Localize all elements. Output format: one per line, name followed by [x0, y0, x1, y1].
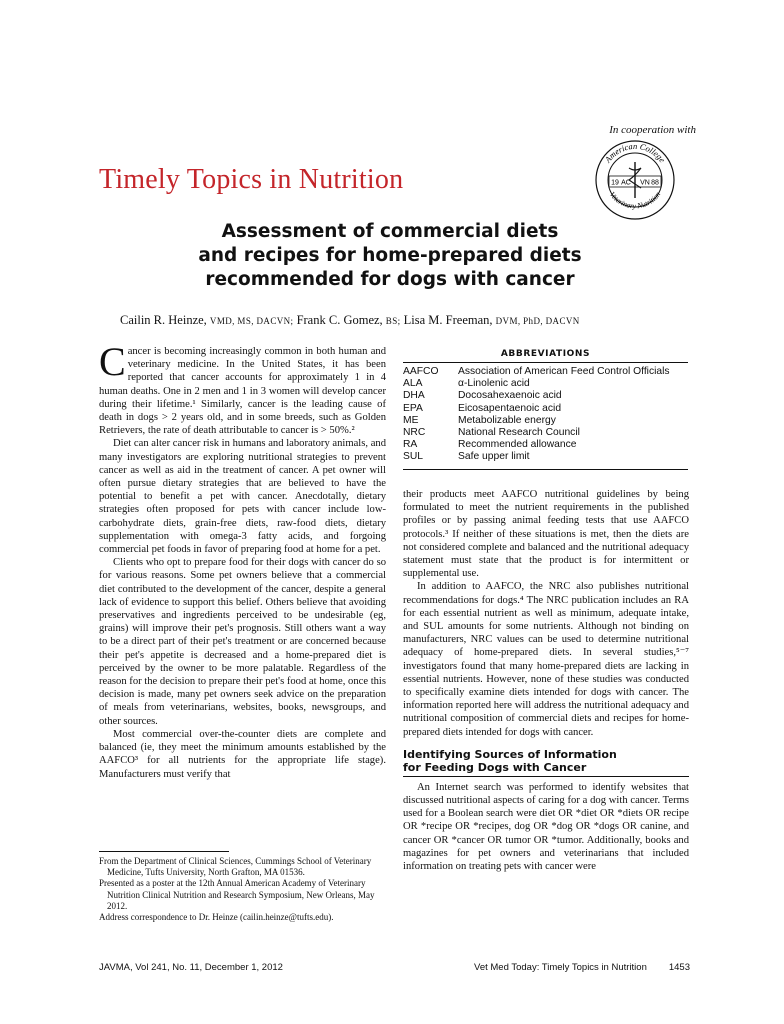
- abbreviation-row: [403, 390, 688, 402]
- svg-text:American College: American College: [602, 141, 668, 165]
- abbreviation-row: [403, 403, 688, 415]
- author-name: Frank C. Gomez,: [296, 313, 383, 327]
- author-name: Lisa M. Freeman,: [403, 313, 493, 327]
- abbreviation-definition: Recommended allowance: [458, 439, 577, 451]
- title-line: and recipes for home-prepared diets: [198, 245, 582, 266]
- footnote: Address correspondence to Dr. Heinze (cailin.heinze@tufts.edu).: [99, 912, 334, 923]
- svg-text:AC: AC: [621, 179, 631, 187]
- section-heading: [403, 748, 689, 777]
- author-credentials: BS;: [385, 316, 401, 326]
- abbreviation-term: DHA: [403, 390, 425, 402]
- abbreviation-term: SUL: [403, 451, 424, 463]
- title-line: Assessment of commercial diets: [221, 221, 559, 242]
- author-name: Cailin R. Heinze,: [120, 313, 207, 327]
- abbreviations-bottom-rule: [403, 464, 688, 470]
- acvn-seal-logo: [593, 138, 677, 222]
- author-credentials: VMD, MS, DACVN;: [209, 316, 294, 326]
- abbreviation-definition: Metabolizable energy: [458, 414, 556, 426]
- abbreviation-row: [403, 439, 688, 451]
- drop-cap: C: [99, 339, 126, 384]
- intro-paragraph: [99, 339, 386, 437]
- footnote: Presented as a poster at the 12th Annual American Academy of Veterinary Nutrition Clinical Nutrition and Research Symposium, New Orleans, May 2012.: [99, 878, 375, 911]
- section-title: Timely Topics in Nutrition: [99, 164, 404, 195]
- abbreviation-row: [403, 415, 688, 427]
- abbreviation-row: [403, 378, 688, 390]
- svg-text:Veterinary Nutrition: Veterinary Nutrition: [607, 190, 663, 211]
- abbreviation-term: AAFCO: [403, 366, 439, 377]
- body-paragraph: their products meet AAFCO nutritional guidelines by being formulated to meet the nutrient requirements in the published profiles or by passing animal feeding tests that use AAFCO protocols.³ If neither of these situations is met, then the diets are not considered complete and balanced and the nutritional adequacy statement must state that the product is for intermittent or supplemental use.: [403, 489, 689, 580]
- footnotes: [99, 856, 389, 923]
- page-number: 1453: [668, 962, 690, 973]
- abbreviation-row: [403, 451, 688, 463]
- body-paragraph: In addition to AAFCO, the NRC also publishes nutritional recommendations for dogs.⁴ The NRC publication includes an RA for each essential nutrient as well as minimum, adequate intake, and SUL amounts for some nutrients. Although not binding on manufacturers, NRC values can be used to determine nutritional adequacy of home-prepared diets. In several studies,⁵⁻⁷ investigators found that many home-prepared diets are lacking in essential nutrients. However, none of these studies was conducted to specifically examine diets intended for dogs with cancer. The information reported here will address the nutritional adequacy and nutritional composition of commercial diets and recipes for home-prepared diets intended for dogs with cancer.: [403, 581, 689, 738]
- abbreviations-title: ABBREVIATIONS: [403, 345, 688, 363]
- body-paragraph: An Internet search was performed to identify websites that discussed nutritional aspects of caring for a dog with cancer. Terms used for a Boolean search were diet OR *diet OR *diets OR recipe OR *recipe OR *recipes, dog OR *dog OR *dogs OR canine, and cancer OR *cancer OR tumor OR *tumor. Additionally, books and magazines for pet owners and veterinarians that included information on treating pets with cancer were: [403, 781, 689, 873]
- cooperation-label: In cooperation with: [609, 124, 696, 136]
- abbreviations-box: [403, 345, 688, 470]
- section-heading-line: Identifying Sources of Information: [403, 747, 617, 761]
- svg-text:88: 88: [651, 179, 659, 187]
- footnote: From the Department of Clinical Sciences, Cummings School of Veterinary Medicine, Tufts University, North Grafton, MA 01536.: [99, 856, 372, 878]
- abbreviation-term: ALA: [403, 378, 423, 390]
- abbreviation-definition: National Research Council: [458, 427, 580, 439]
- body-paragraph: Most commercial over-the-counter diets are complete and balanced (ie, they meet the minimum amounts established by the AAFCO³ for all nutrients for the appropriate life stage). Manufacturers must verify that: [99, 728, 386, 780]
- svg-text:VN: VN: [640, 179, 650, 187]
- abbreviation-term: ME: [403, 414, 419, 426]
- body-paragraph: Diet can alter cancer risk in humans and laboratory animals, and many investigators are exploring nutritional strategies to prevent cancer as well as aid in the treatment of cancer. A pet owner will often pursue dietary strategies that are believed to have the potential to benefit a pet with cancer. Anecdotally, dietary strategies often proposed for pets with cancer include low-carbohydrate diets, grain-free diets, raw-food diets, dietary supplementation with omega-3 fatty acids, and forgoing commercial pet foods in favor of preparing food at home for a pet.: [99, 438, 386, 556]
- right-column: [403, 488, 689, 873]
- title-line: recommended for dogs with cancer: [205, 269, 575, 290]
- abbreviation-row: [403, 366, 688, 378]
- abbreviation-definition: Safe upper limit: [458, 451, 530, 463]
- svg-text:19: 19: [611, 179, 619, 187]
- footer-section: Vet Med Today: Timely Topics in Nutrition: [474, 962, 647, 973]
- abbreviation-row: [403, 427, 688, 439]
- section-heading-line: for Feeding Dogs with Cancer: [403, 760, 587, 774]
- journal-citation: JAVMA, Vol 241, No. 11, December 1, 2012: [99, 962, 283, 973]
- paragraph-text: ancer is becoming increasingly common in both human and veterinary medicine. In the United States, it has been reported that cancer accounts for approximately 1 in 4 human deaths. One in 2 men and 1 in 3 women will develop cancer during their lifetime.¹ Similarly, cancer is the leading cause of death in dogs > 2 years old, and in some breeds, such as Golden Retrievers, the rate of death attributable to cancer is > 50%.²: [99, 346, 386, 437]
- abbreviation-term: EPA: [403, 402, 423, 414]
- abbreviation-definition: α-Linolenic acid: [458, 378, 530, 390]
- abbreviation-definition: Eicosapentaenoic acid: [458, 402, 562, 414]
- author-line: [120, 313, 680, 328]
- left-column: [99, 339, 386, 781]
- abbreviation-term: NRC: [403, 427, 426, 439]
- author-credentials: DVM, PhD, DACVN: [495, 316, 580, 326]
- abbreviation-definition: Association of American Feed Control Officials: [458, 366, 670, 377]
- abbreviation-definition: Docosahexaenoic acid: [458, 390, 562, 402]
- footnote-divider: [99, 851, 229, 852]
- article-title: [110, 220, 670, 292]
- abbreviations-list: [403, 363, 688, 464]
- running-footer: [460, 962, 690, 973]
- body-paragraph: Clients who opt to prepare food for their dogs with cancer do so for various reasons. Some pet owners believe that a commercial diet contributed to the development of the cancer, despite a general lack of evidence to support this belief. Others believe that avoiding preservatives and ingredients perceived to be undesirable (eg, grains) will improve their pet's prognosis. Still others want a way to be a direct part of their pet's treatment or are concerned because their pet's appetite is decreased and a home-prepared diet is perceived by the owner to be more palatable. Regardless of the reason for the decision to prepare their pet's food at home, once this decision is made, many pet owners seek advice on the preparation of meals from veterinarians, websites, books, newsgroups, and other sources.: [99, 557, 386, 727]
- abbreviation-term: RA: [403, 439, 418, 451]
